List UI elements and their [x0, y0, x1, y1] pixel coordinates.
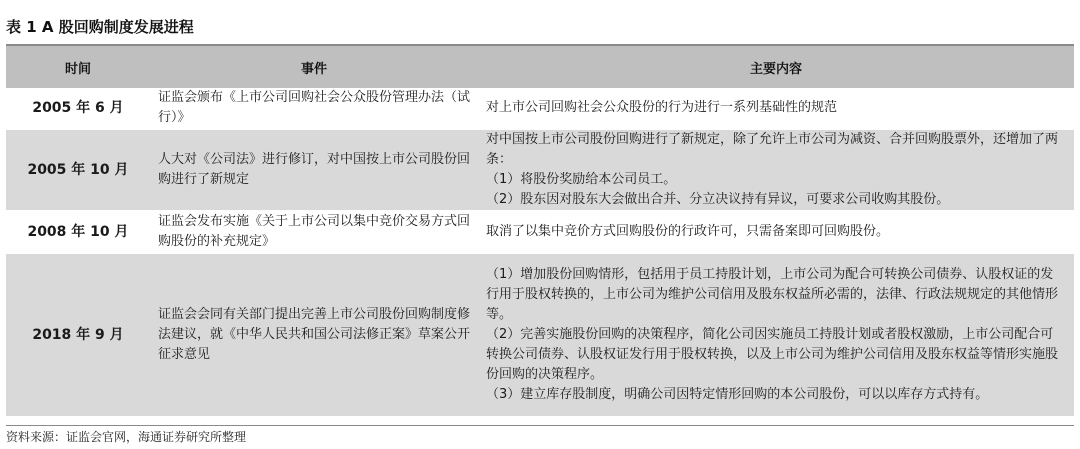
policy-table: [6, 46, 1074, 418]
row-content: [478, 211, 1074, 253]
table-header-row: [6, 46, 1074, 88]
table-row: [6, 253, 1074, 417]
row-date: 2005 年 10 月: [6, 129, 150, 211]
content-line: 对中国按上市公司股份回购进行了新规定，除了允许上市公司为减资、合并回购股票外，还增加了两条：: [486, 132, 1059, 167]
content-line: （2）完善实施股份回购的决策程序，简化公司因实施员工持股计划或者股权激励，上市公司配合可转换公司债券、认股权证发行用于股权转换，以及上市公司为维护公司信用及股东权益等情形实施股份回购的决策程序。: [486, 327, 1059, 382]
row-date: 2005 年 6 月: [6, 88, 150, 129]
row-content: [478, 129, 1074, 211]
header-content: 主要内容: [478, 46, 1074, 88]
table-row: [6, 129, 1074, 211]
header-date: 时间: [6, 46, 150, 88]
content-line: （2）股东因对股东大会做出合并、分立决议持有异议，可要求公司收购其股份。: [486, 192, 950, 207]
content-line: （1）将股份奖励给本公司员工。: [486, 172, 677, 187]
content-line: 对上市公司回购社会公众股份的行为进行一系列基础性的规范: [486, 100, 838, 115]
row-event: 证监会颁布《上市公司回购社会公众股份管理办法（试行）》: [150, 88, 478, 129]
row-event: 证监会发布实施《关于上市公司以集中竞价交易方式回购股份的补充规定》: [150, 211, 478, 253]
content-line: （1）增加股份回购情形，包括用于员工持股计划，上市公司为配合可转换公司债券、认股权证的发行用于股权转换的，上市公司为维护公司信用及股东权益所必需的，法律、行政法规规定的其他情形等。: [486, 267, 1059, 322]
table-row: [6, 211, 1074, 253]
table-title: 表 1 A 股回购制度发展进程: [6, 18, 194, 36]
content-line: （3）建立库存股制度，明确公司因特定情形回购的本公司股份，可以以库存方式持有。: [486, 387, 989, 402]
content-line: 取消了以集中竞价方式回购股份的行政许可，只需备案即可回购股份。: [486, 224, 890, 239]
header-event: 事件: [150, 46, 478, 88]
bottom-divider: [6, 425, 1074, 426]
row-date: 2008 年 10 月: [6, 211, 150, 253]
row-event: 证监会会同有关部门提出完善上市公司股份回购制度修法建议，就《中华人民共和国公司法修正案》草案公开征求意见: [150, 253, 478, 417]
table-row: [6, 88, 1074, 129]
source-note: 资料来源：证监会官网，海通证券研究所整理: [6, 430, 247, 444]
row-date: 2018 年 9 月: [6, 253, 150, 417]
row-content: [478, 88, 1074, 129]
row-content: [478, 253, 1074, 417]
row-event: 人大对《公司法》进行修订，对中国按上市公司股份回购进行了新规定: [150, 129, 478, 211]
